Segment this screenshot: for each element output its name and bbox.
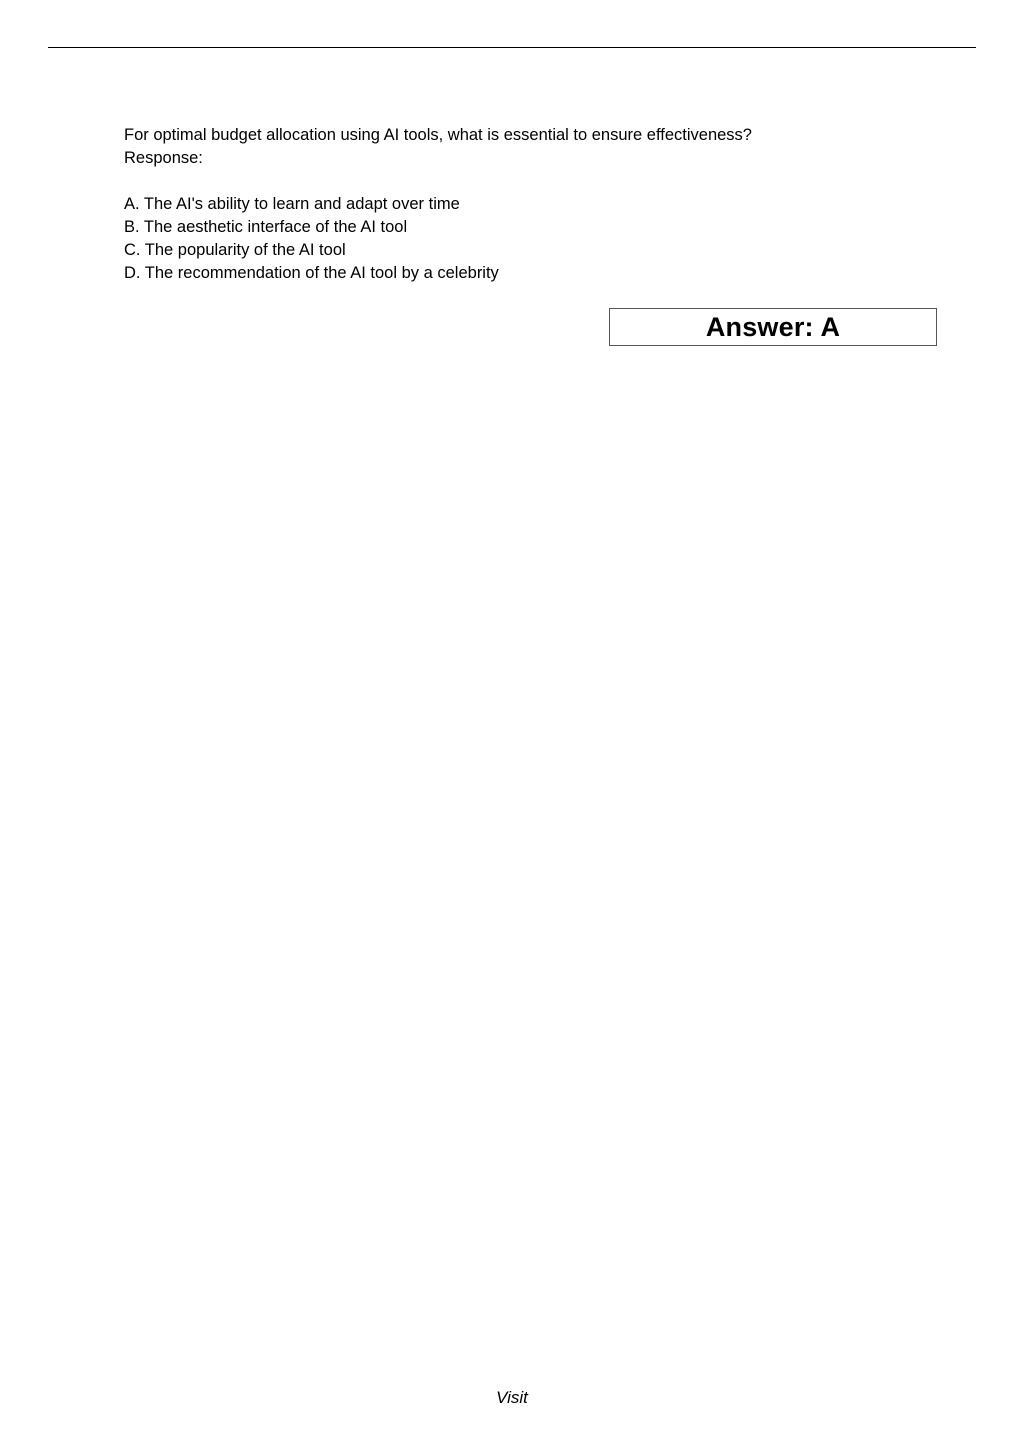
option-c: C. The popularity of the AI tool xyxy=(124,241,346,259)
footer-text: Visit xyxy=(496,1388,528,1407)
question-text: For optimal budget allocation using AI tools, what is essential to ensure effectiveness? xyxy=(124,126,752,144)
header-divider xyxy=(48,47,976,48)
option-d: D. The recommendation of the AI tool by a celebrity xyxy=(124,264,499,282)
spacer xyxy=(124,170,924,193)
answer-box xyxy=(609,308,937,346)
option-b: B. The aesthetic interface of the AI tool xyxy=(124,218,408,236)
question-block xyxy=(124,124,924,285)
options-list xyxy=(124,193,924,285)
option-a: A. The AI's ability to learn and adapt over time xyxy=(124,195,460,213)
footer xyxy=(0,1388,1024,1408)
response-label: Response: xyxy=(124,149,203,167)
answer-label: Answer: A xyxy=(705,311,841,342)
